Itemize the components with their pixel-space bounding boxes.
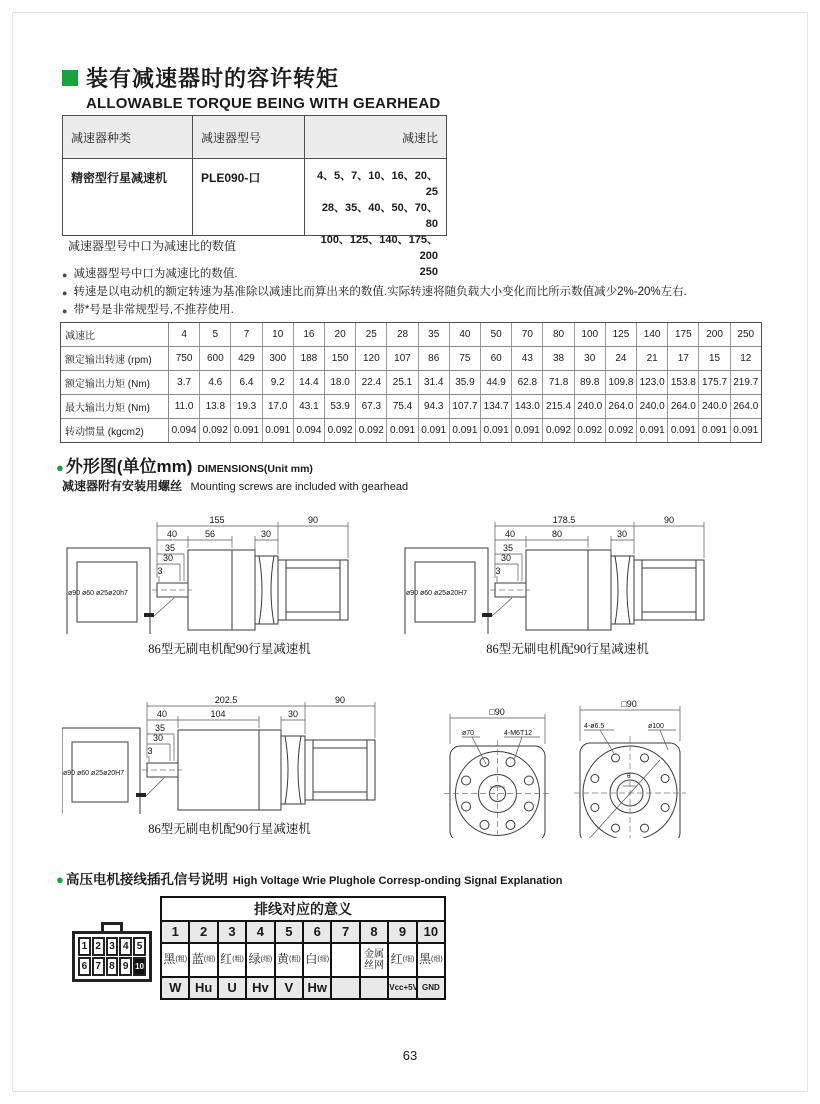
- svg-text:35: 35: [154, 723, 166, 733]
- svg-text:3: 3: [157, 566, 163, 576]
- spec-value: 0.091: [733, 425, 759, 436]
- spec-row-inertia: [61, 419, 761, 442]
- wire-color: 黄 (粗): [276, 944, 304, 976]
- svg-text:ø90 ø60 ø25ø20h7: ø90 ø60 ø25ø20h7: [68, 590, 128, 597]
- plug-row-bottom: [78, 957, 146, 976]
- spec-value: 0.091: [263, 419, 294, 442]
- spec-value: 0.092: [200, 419, 231, 442]
- wiring-pin-number: 1: [162, 922, 190, 942]
- spec-value: 0.092: [543, 419, 574, 442]
- svg-text:178.5: 178.5: [552, 515, 576, 525]
- bullet-icon: ●: [62, 288, 68, 298]
- wiring-title-en: High Voltage Wrie Plughole Corresp-onding Signal Explanation: [232, 875, 563, 887]
- spec-row-rpm: [61, 347, 761, 371]
- spec-value: 0.092: [575, 419, 606, 442]
- spec-cells: [169, 419, 761, 442]
- dimensions-title-cn: 外形图(单位mm): [65, 457, 193, 476]
- dimensions-title-en: DIMENSIONS(Unit mm): [197, 463, 313, 475]
- plug-pin: 9: [119, 957, 132, 976]
- svg-text:ø90 ø60 ø25ø20H7: ø90 ø60 ø25ø20H7: [406, 590, 468, 597]
- wire-color: 红 (细): [389, 944, 417, 976]
- spec-value: 0.091: [419, 419, 450, 442]
- spec-value: 89.8: [575, 371, 606, 394]
- spec-value: 75.4: [387, 395, 418, 418]
- dimension-drawing-side-202: [62, 692, 397, 814]
- svg-text:30: 30: [500, 553, 512, 563]
- spec-value: 188: [294, 347, 325, 370]
- spec-value: 0.091: [450, 419, 481, 442]
- wire-color: [332, 944, 360, 976]
- gearhead-table-footnote: 减速器型号中口为减速比的数值: [68, 239, 237, 253]
- spec-value: 25: [356, 323, 387, 346]
- wire-color: 蓝 (细): [190, 944, 218, 976]
- spec-row-max-torque: [61, 395, 761, 419]
- spec-value: 264.0: [733, 401, 759, 412]
- spec-value: 600: [200, 347, 231, 370]
- figure-caption: 86型无刷电机配90行星减速机: [148, 642, 311, 656]
- wiring-signal: W: [162, 978, 190, 998]
- dimensions-subtitle: [62, 477, 408, 495]
- figure-caption: 86型无刷电机配90行星减速机: [486, 642, 649, 656]
- spec-value: 13.8: [200, 395, 231, 418]
- wire-color: 红 (粗): [219, 944, 247, 976]
- svg-text:ø70: ø70: [462, 730, 475, 737]
- spec-cells: [169, 347, 761, 370]
- wire-color: 黑 (粗): [162, 944, 190, 976]
- spec-table: [60, 322, 762, 443]
- svg-text:202.5: 202.5: [214, 695, 238, 705]
- spec-value: 107: [387, 347, 418, 370]
- spec-value: 175: [668, 323, 699, 346]
- spec-value: 11.0: [169, 395, 200, 418]
- svg-text:80: 80: [551, 529, 563, 539]
- plug-row-top: [78, 937, 146, 956]
- wire-color: 白 (细): [304, 944, 332, 976]
- spec-value: 200: [699, 323, 730, 346]
- gearhead-ratios: [305, 159, 446, 278]
- wiring-pin-number: 2: [190, 922, 218, 942]
- dimensions-section-header: [56, 452, 313, 477]
- spec-value: 30: [575, 347, 606, 370]
- plug-body: [72, 931, 152, 982]
- spec-row-label: 额定输出转速 (rpm): [61, 347, 169, 370]
- spec-value: 6.4: [231, 371, 262, 394]
- spec-row-label: 转动惯量 (kgcm2): [61, 419, 169, 442]
- svg-text:35: 35: [164, 543, 176, 553]
- wiring-signal: [361, 978, 389, 998]
- note-item: [62, 302, 762, 320]
- spec-value: 21: [637, 347, 668, 370]
- spec-value: 10: [263, 323, 294, 346]
- spec-value: 429: [231, 347, 262, 370]
- spec-value: 22.4: [356, 371, 387, 394]
- svg-text:□90: □90: [489, 707, 505, 717]
- spec-value: 750: [169, 347, 200, 370]
- page-title-en: ALLOWABLE TORQUE BEING WITH GEARHEAD: [86, 95, 441, 112]
- svg-text:ø100: ø100: [648, 723, 664, 730]
- spec-row-label: 减速比: [61, 323, 169, 346]
- spec-value: 264.0: [606, 395, 637, 418]
- note-text: 减速器型号中口为减速比的数值.: [73, 268, 238, 280]
- spec-value: 0.091: [231, 419, 262, 442]
- spec-cells: [169, 371, 761, 394]
- spec-value: 134.7: [481, 395, 512, 418]
- svg-text:104: 104: [210, 709, 226, 719]
- spec-row-rated-torque: [61, 371, 761, 395]
- svg-text:30: 30: [616, 529, 628, 539]
- note-text: 转速是以电动机的额定转速为基准除以减速比而算出来的数值.实际转速将随负载大小变化而比所示数值减少2%-20%左右.: [73, 286, 687, 298]
- spec-value: 109.8: [606, 371, 637, 394]
- wiring-table: [160, 896, 446, 1000]
- wiring-signal: Hu: [190, 978, 218, 998]
- svg-text:40: 40: [504, 529, 516, 539]
- wiring-signal: U: [219, 978, 247, 998]
- wire-color: 金属丝网: [361, 944, 389, 976]
- plug-pin: 6: [78, 957, 91, 976]
- plug-pin: 1: [78, 937, 91, 956]
- green-dot-icon: ●: [56, 460, 64, 475]
- figure-gearmotor-178: [400, 512, 735, 657]
- svg-text:30: 30: [260, 529, 272, 539]
- spec-value: 7: [231, 323, 262, 346]
- spec-value: 0.094: [169, 419, 200, 442]
- wiring-pin-number: 5: [276, 922, 304, 942]
- svg-text:4-M6T12: 4-M6T12: [504, 730, 533, 737]
- page-header: [62, 62, 440, 112]
- note-text: 带*号是非常规型号,不推荐使用.: [73, 304, 234, 316]
- spec-value: 4: [169, 323, 200, 346]
- spec-value: 31.4: [419, 371, 450, 394]
- svg-text:90: 90: [334, 695, 346, 705]
- spec-value: 0.091: [512, 419, 543, 442]
- spec-value: 38: [543, 347, 574, 370]
- svg-text:155: 155: [209, 515, 225, 525]
- notes-list: [62, 266, 762, 320]
- wiring-colors-row: [162, 944, 444, 978]
- wiring-pin-number: 10: [418, 922, 444, 942]
- svg-text:30: 30: [152, 733, 164, 743]
- note-item: [62, 284, 762, 302]
- spec-value: 240.0: [575, 395, 606, 418]
- spec-cells: [169, 323, 761, 346]
- spec-value: 25.1: [387, 371, 418, 394]
- spec-value: 16: [294, 323, 325, 346]
- spec-value: 80: [543, 323, 574, 346]
- wiring-signal: Hv: [247, 978, 275, 998]
- plug-pin: 10: [133, 957, 146, 976]
- dimension-drawing-side-178: [400, 512, 735, 634]
- spec-value: 12: [740, 353, 752, 364]
- spec-value: 70: [512, 323, 543, 346]
- plug-tab: [101, 922, 123, 931]
- wiring-table-title: 排线对应的意义: [162, 898, 444, 922]
- svg-text:40: 40: [166, 529, 178, 539]
- spec-value: 28: [387, 323, 418, 346]
- spec-value: 43.1: [294, 395, 325, 418]
- spec-value: 0.091: [481, 419, 512, 442]
- svg-text:35: 35: [502, 543, 514, 553]
- spec-value: 35.9: [450, 371, 481, 394]
- wiring-numbers-row: [162, 922, 444, 944]
- spec-row-ratio: [61, 323, 761, 347]
- spec-row-label: 最大输出力矩 (Nm): [61, 395, 169, 418]
- wiring-section-header: [56, 868, 562, 888]
- spec-value: 0.091: [387, 419, 418, 442]
- spec-value: 14.4: [294, 371, 325, 394]
- connector-plug-icon: [72, 922, 152, 982]
- spec-value: 0.094: [294, 419, 325, 442]
- ratio-line: 100、125、140、175、200: [320, 233, 438, 262]
- ratio-line: 4、5、7、10、16、20、25: [316, 170, 438, 198]
- spec-value: 15: [699, 347, 730, 370]
- plug-pin: 3: [106, 937, 119, 956]
- spec-value: 215.4: [543, 395, 574, 418]
- figure-gearmotor-202: [62, 692, 397, 837]
- spec-value: 18.0: [325, 371, 356, 394]
- gearhead-type: 精密型行星减速机: [63, 159, 193, 235]
- gearhead-model: PLE090-口: [193, 159, 305, 235]
- spec-value: 9.2: [263, 371, 294, 394]
- spec-value: 4.6: [200, 371, 231, 394]
- wiring-signal: Hw: [304, 978, 332, 998]
- dimension-drawing-faces: [428, 688, 703, 838]
- spec-value: 0.092: [325, 419, 356, 442]
- spec-value: 219.7: [733, 377, 759, 388]
- spec-value: 24: [606, 347, 637, 370]
- spec-value: 60: [481, 347, 512, 370]
- spec-value: 107.7: [450, 395, 481, 418]
- plug-pin: 4: [119, 937, 132, 956]
- green-dot-icon: ●: [56, 872, 64, 887]
- svg-text:6: 6: [627, 774, 631, 780]
- spec-value: 71.8: [543, 371, 574, 394]
- spec-value: 140: [637, 323, 668, 346]
- wiring-pin-number: 7: [332, 922, 360, 942]
- bullet-icon: ●: [62, 270, 68, 280]
- spec-value: 17: [668, 347, 699, 370]
- dimensions-subtitle-cn: 减速器附有安装用螺丝: [62, 479, 183, 493]
- spec-value: 250: [737, 329, 755, 340]
- spec-value: 175.7: [699, 371, 730, 394]
- spec-value: 143.0: [512, 395, 543, 418]
- spec-value: 86: [419, 347, 450, 370]
- spec-value: 44.9: [481, 371, 512, 394]
- svg-text:40: 40: [156, 709, 168, 719]
- spec-value: 120: [356, 347, 387, 370]
- ratio-line: 28、35、40、50、70、80: [321, 201, 438, 230]
- svg-text:3: 3: [495, 566, 501, 576]
- page-number: 63: [402, 1048, 418, 1063]
- spec-value: 0.091: [637, 419, 668, 442]
- spec-value: 150: [325, 347, 356, 370]
- plug-pin: 5: [133, 937, 146, 956]
- figure-gearmotor-155: [62, 512, 397, 657]
- spec-value: 125: [606, 323, 637, 346]
- svg-text:3: 3: [147, 746, 153, 756]
- dimensions-subtitle-en: Mounting screws are included with gearhead: [190, 481, 409, 493]
- wire-color: 绿 (细): [247, 944, 275, 976]
- spec-value: 43: [512, 347, 543, 370]
- spec-value: 17.0: [263, 395, 294, 418]
- wiring-title-cn: 高压电机接线插孔信号说明: [65, 872, 228, 887]
- green-square-bullet-icon: [62, 70, 78, 86]
- figure-caption: 86型无刷电机配90行星减速机: [148, 822, 311, 836]
- spec-value: 67.3: [356, 395, 387, 418]
- spec-value: 153.8: [668, 371, 699, 394]
- spec-value: 300: [263, 347, 294, 370]
- spec-row-label: 额定输出力矩 (Nm): [61, 371, 169, 394]
- spec-value: 123.0: [637, 371, 668, 394]
- svg-text:56: 56: [204, 529, 216, 539]
- gearhead-col-ratio: 减速比: [401, 130, 438, 145]
- spec-value: 5: [200, 323, 231, 346]
- spec-value: 100: [575, 323, 606, 346]
- plug-pin: 2: [92, 937, 105, 956]
- figure-flange-faces: [428, 688, 703, 843]
- spec-value: 53.9: [325, 395, 356, 418]
- spec-value: 3.7: [169, 371, 200, 394]
- plug-pin: 7: [92, 957, 105, 976]
- wiring-signal: GND: [418, 978, 444, 998]
- spec-value: 240.0: [637, 395, 668, 418]
- wiring-pin-number: 9: [389, 922, 417, 942]
- wiring-pin-number: 6: [304, 922, 332, 942]
- spec-value: 264.0: [668, 395, 699, 418]
- svg-text:4-ø6.5: 4-ø6.5: [584, 723, 605, 730]
- wiring-pin-number: 4: [247, 922, 275, 942]
- spec-value: 35: [419, 323, 450, 346]
- spec-value: 0.091: [668, 419, 699, 442]
- bullet-icon: ●: [62, 306, 68, 316]
- svg-text:□90: □90: [621, 699, 637, 709]
- spec-value: 0.092: [356, 419, 387, 442]
- wiring-pin-number: 3: [219, 922, 247, 942]
- svg-text:90: 90: [663, 515, 675, 525]
- spec-value: 40: [450, 323, 481, 346]
- spec-value: 19.3: [231, 395, 262, 418]
- svg-text:30: 30: [287, 709, 299, 719]
- wiring-signals-row: [162, 978, 444, 998]
- svg-text:ø90 ø60 ø25ø20H7: ø90 ø60 ø25ø20H7: [63, 770, 125, 777]
- svg-text:30: 30: [162, 553, 174, 563]
- spec-value: 0.091: [699, 419, 730, 442]
- svg-text:90: 90: [307, 515, 319, 525]
- spec-cells: [169, 395, 761, 418]
- plug-pin: 8: [106, 957, 119, 976]
- wire-color: 黑 (细): [418, 944, 444, 976]
- spec-value: 240.0: [699, 395, 730, 418]
- wiring-signal: V: [276, 978, 304, 998]
- spec-value: 20: [325, 323, 356, 346]
- dimension-drawing-side-155: [62, 512, 397, 634]
- spec-value: 0.092: [606, 419, 637, 442]
- spec-value: 94.3: [419, 395, 450, 418]
- wiring-signal: [332, 978, 360, 998]
- wiring-pin-number: 8: [361, 922, 389, 942]
- page-title: 装有减速器时的容许转矩: [86, 66, 340, 91]
- ratio-line: 250: [419, 265, 438, 278]
- gearhead-table-header-row: [63, 116, 446, 159]
- gearhead-col-type: 减速器种类: [63, 116, 193, 158]
- gearhead-col-model: 减速器型号: [193, 116, 305, 158]
- wiring-signal: Vcc+5V: [389, 978, 417, 998]
- spec-value: 50: [481, 323, 512, 346]
- note-item: [62, 266, 762, 284]
- spec-value: 75: [450, 347, 481, 370]
- spec-value: 62.8: [512, 371, 543, 394]
